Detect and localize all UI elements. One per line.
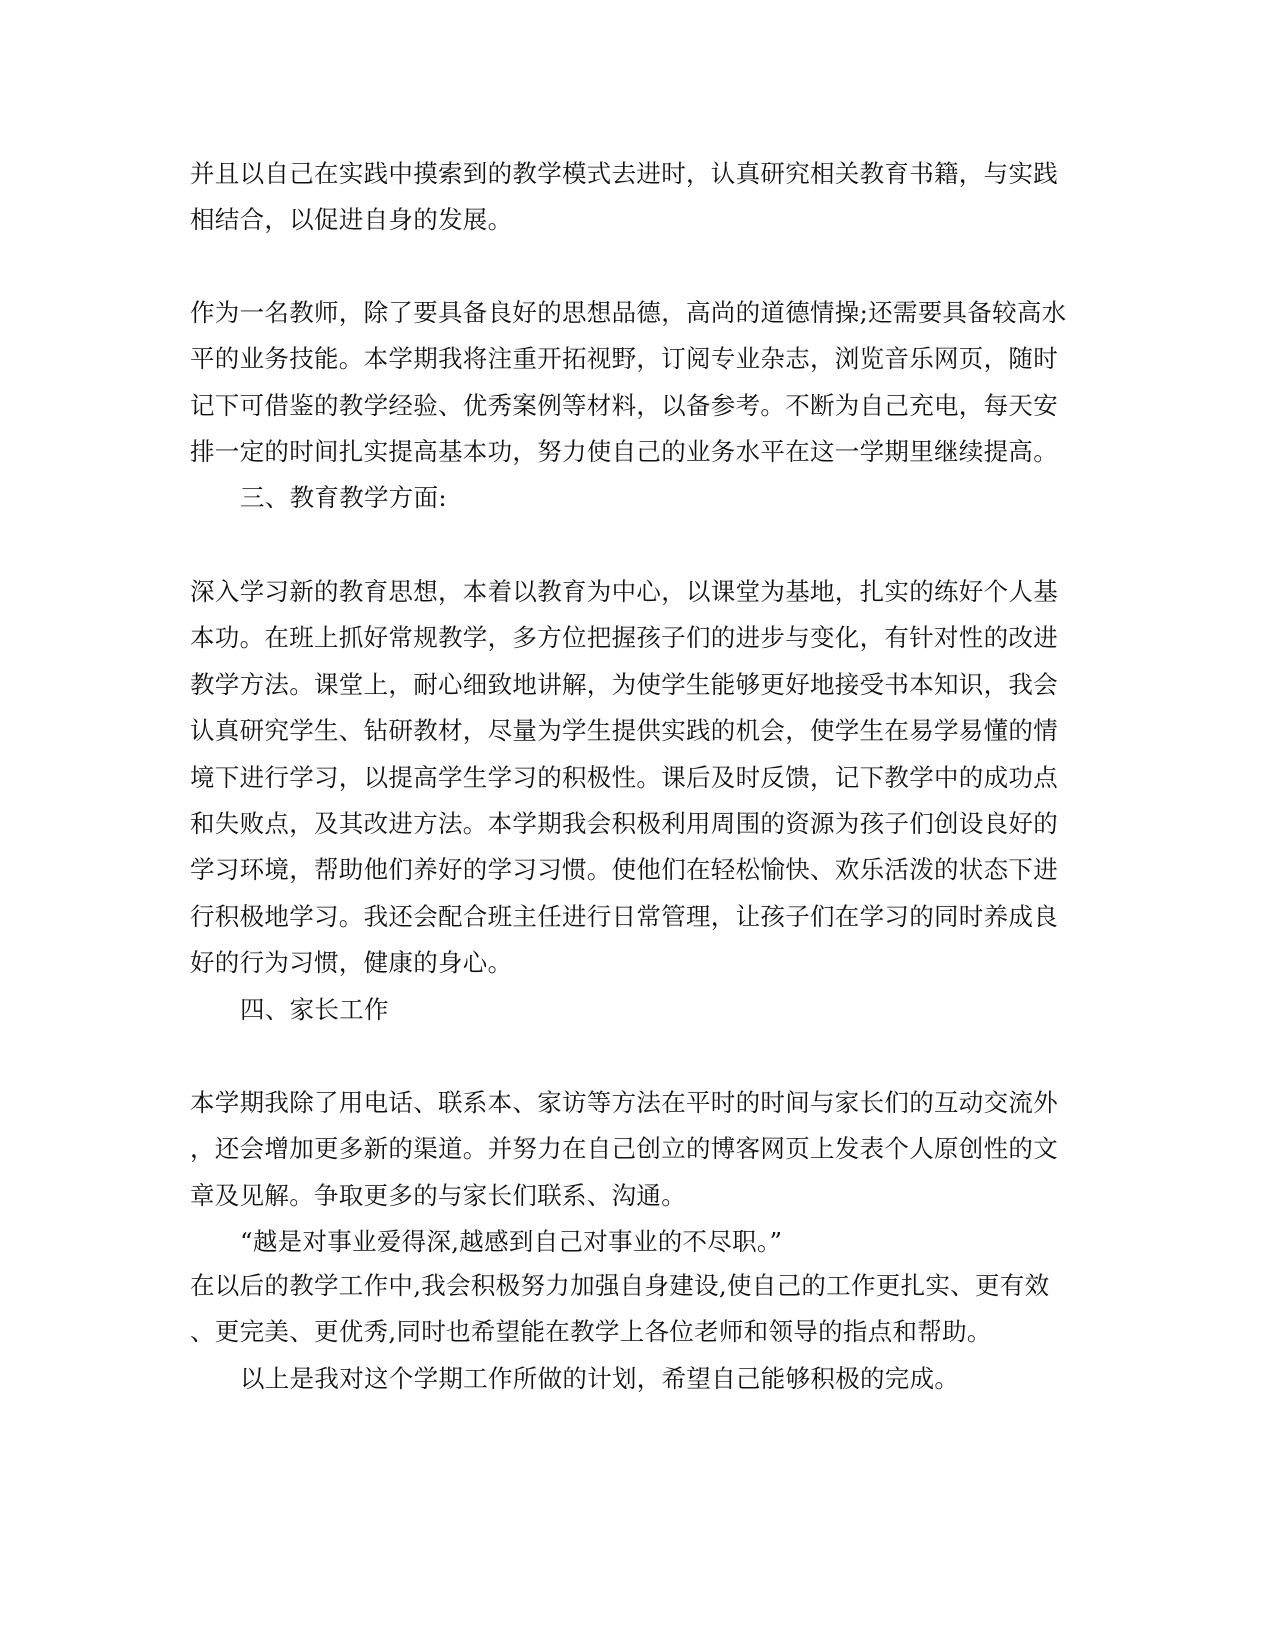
section-heading: 四、家长工作 — [240, 995, 389, 1024]
paragraph-line: ，还会增加更多新的渠道。并努力在自己创立的博客网页上发表个人原创性的文 — [190, 1134, 1058, 1163]
paragraph-line: 好的行为习惯，健康的身心。 — [190, 948, 513, 977]
closing-line: 以上是我对这个学期工作所做的计划，希望自己能够积极的完成。 — [240, 1364, 960, 1393]
paragraph-line: 在以后的教学工作中,我会积极努力加强自身建设,使自己的工作更扎实、更有效 — [190, 1271, 1050, 1300]
paragraph-line: 本功。在班上抓好常规教学，多方位把握孩子们的进步与变化，有针对性的改进 — [190, 623, 1058, 652]
quote-line: “越是对事业爱得深,越感到自己对事业的不尽职。” — [240, 1227, 783, 1256]
paragraph-line: 境下进行学习，以提高学生学习的积极性。课后及时反馈，记下教学中的成功点 — [190, 763, 1058, 792]
paragraph-line: 和失败点，及其改进方法。本学期我会积极利用周围的资源为孩子们创设良好的 — [190, 809, 1058, 838]
paragraph-line: 记下可借鉴的教学经验、优秀案例等材料，以备参考。不断为自己充电，每天安 — [190, 391, 1058, 420]
paragraph-line: 学习环境，帮助他们养好的学习习惯。使他们在轻松愉快、欢乐活泼的状态下进 — [190, 855, 1058, 884]
paragraph-line: 教学方法。课堂上，耐心细致地讲解，为使学生能够更好地接受书本知识，我会 — [190, 670, 1058, 699]
paragraph-line: 章及见解。争取更多的与家长们联系、沟通。 — [190, 1181, 686, 1210]
paragraph-line: 深入学习新的教育思想，本着以教育为中心，以课堂为基地，扎实的练好个人基 — [190, 577, 1058, 606]
paragraph-line: 行积极地学习。我还会配合班主任进行日常管理，让孩子们在学习的同时养成良 — [190, 902, 1058, 931]
paragraph-line: 、更完美、更优秀,同时也希望能在教学上各位老师和领导的指点和帮助。 — [190, 1317, 992, 1346]
paragraph-line: 本学期我除了用电话、联系本、家访等方法在平时的时间与家长们的互动交流外 — [190, 1088, 1058, 1117]
paragraph-line: 相结合，以促进自身的发展。 — [190, 205, 513, 234]
paragraph-line: 并且以自己在实践中摸索到的教学模式去进时，认真研究相关教育书籍，与实践 — [190, 159, 1058, 188]
paragraph-line: 作为一名教师，除了要具备良好的思想品德，高尚的道德情操;还需要具备较高水 — [190, 298, 1067, 327]
paragraph-line: 排一定的时间扎实提高基本功，努力使自己的业务水平在这一学期里继续提高。 — [190, 437, 1058, 466]
paragraph-line: 平的业务技能。本学期我将注重开拓视野，订阅专业杂志，浏览音乐网页，随时 — [190, 344, 1058, 373]
paragraph-line: 认真研究学生、钻研教材，尽量为学生提供实践的机会，使学生在易学易懂的情 — [190, 716, 1058, 745]
section-heading: 三、教育教学方面: — [240, 483, 447, 512]
